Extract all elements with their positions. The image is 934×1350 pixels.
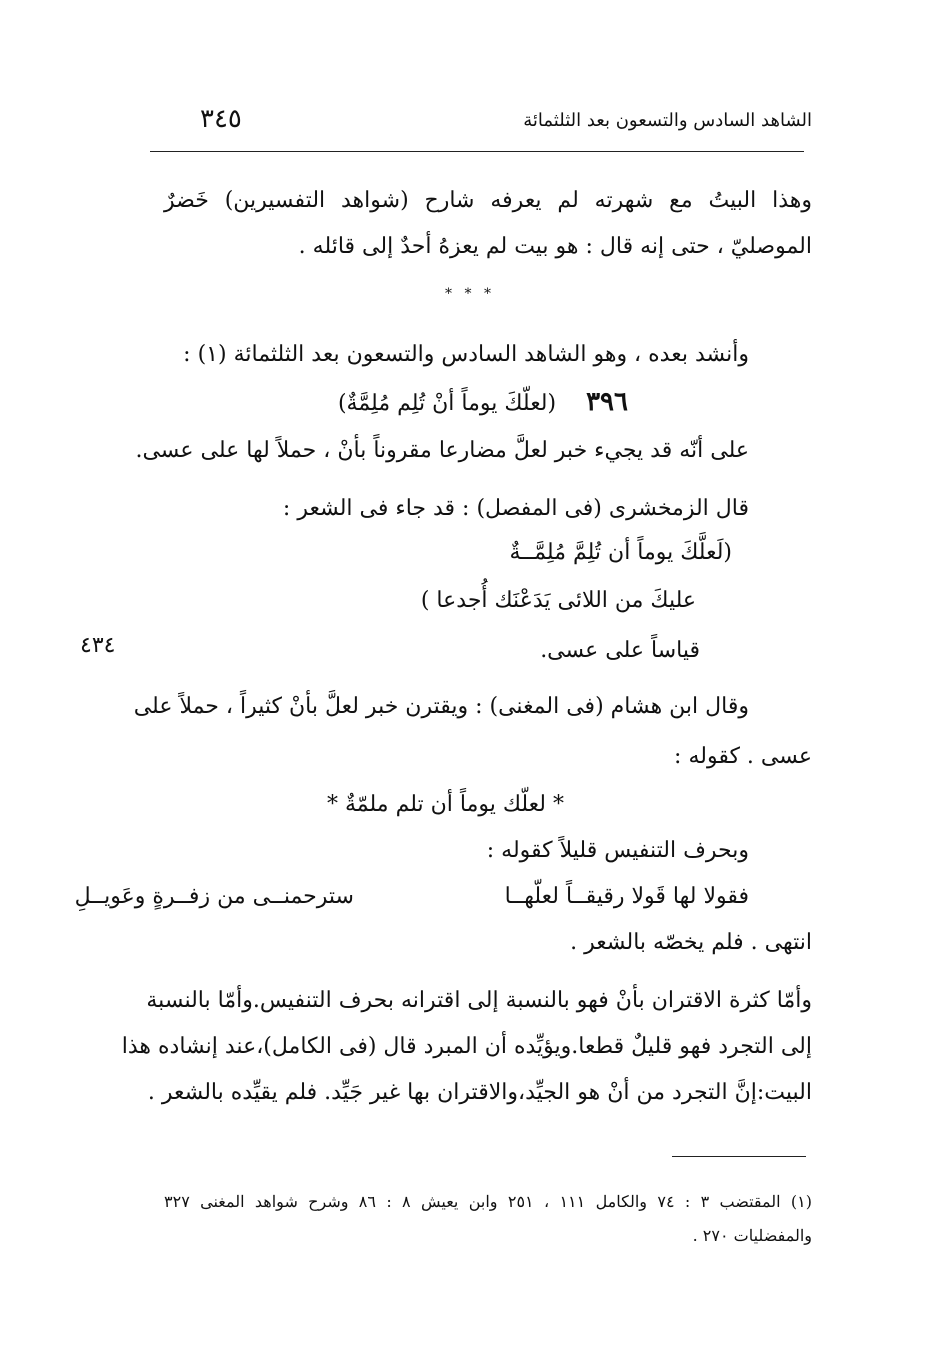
tanfis-verse-first-half: فقولا لها قَولا رقيقــاً لعلّهــا [504,884,749,909]
final-paragraph-line-3: البيت:إنَّ التجرد من أنْ هو الجيِّد،والاقتران بها غير جَيِّد. فلم يقيِّده بالشعر . [147,1080,812,1105]
tanfis-line: وبحرف التنفيس قليلاً كقوله : [486,838,749,863]
zamakhshari-verse-1: (لَعلَّكَ يوماً أن تُلِمَّ مُلِمَّــةٌ [509,540,732,565]
header-rule [150,151,804,152]
intro-line: وأنشد بعده ، وهو الشاهد السادس والتسعون بعد الثلثمائة (١) : [183,342,749,367]
final-paragraph-line-1: وأمّا كثرة الاقتران بأنْ فهو بالنسبة إلى اقترانه بحرف التنفيس.وأمّا بالنسبة [146,988,812,1013]
final-paragraph-line-2: إلى التجرد فهو قليلٌ قطعا.ويؤيِّده أن المبرد قال (فى الكامل)،عند إنشاده هذا [121,1034,812,1059]
footnote-rule [672,1156,806,1157]
verse-number: ٣٩٦ [586,387,628,417]
footnote-line-1: (١) المقتضب ٣ : ٧٤ والكامل ١١١ ، ٢٥١ وابن يعيش ٨ : ٨٦ وشرح شواهد المغنى ٣٢٧ [164,1192,813,1211]
page-number: ٣٤٥ [200,104,242,134]
ibn-hisham-verse: * لعلّك يوماً أن تلم ملمّةٌ * [327,792,564,817]
margin-number: ٤٣٤ [80,633,116,658]
ibn-hisham-end: انتهى . فلم يخصّه بالشعر . [570,930,812,955]
tanfis-verse-second-half: سترحمنــى من زفــرةٍ وعَويــلِ [74,884,354,909]
ibn-hisham-line-2: عسى . كقوله : [674,744,812,769]
explanation-line: على أنّه قد يجيء خبر لعلَّ مضارعا مقروناً بأنْ ، حملاً لها على عسى. [135,438,749,463]
verse-heading [328,386,628,420]
paragraph-1-line-1: وهذا البيتُ مع شهرته لم يعرفه شارح (شواهد التفسيرين) خَضرٌ [164,188,812,213]
ibn-hisham-line-1: وقال ابن هشام (فى المغنى) : ويقترن خبر لعلَّ بأنْ كثيراً ، حملاً على [133,694,749,719]
footnote-line-2: والمفضليات ٢٧٠ . [692,1226,812,1245]
verse-heading-text: (لعلّكَ يوماً أنْ تُلِم مُلِمَّةٌ) [337,391,557,416]
running-header-title: الشاهد السادس والتسعون بعد الثلثمائة [523,110,812,131]
zamakhshari-verse-2: عليكَ من اللائى يَدَعْنَك أُجدعا ) [420,588,696,613]
section-separator: * * * [445,286,495,302]
zamakhshari-intro: قال الزمخشرى (فى المفصل) : قد جاء فى الشعر : [282,496,749,521]
zamakhshari-after: قياساً على عسى. [540,638,700,663]
paragraph-1-line-2: الموصليّ ، حتى إنه قال : هو بيت لم يعزهُ أحدٌ إلى قائله . [298,234,812,259]
